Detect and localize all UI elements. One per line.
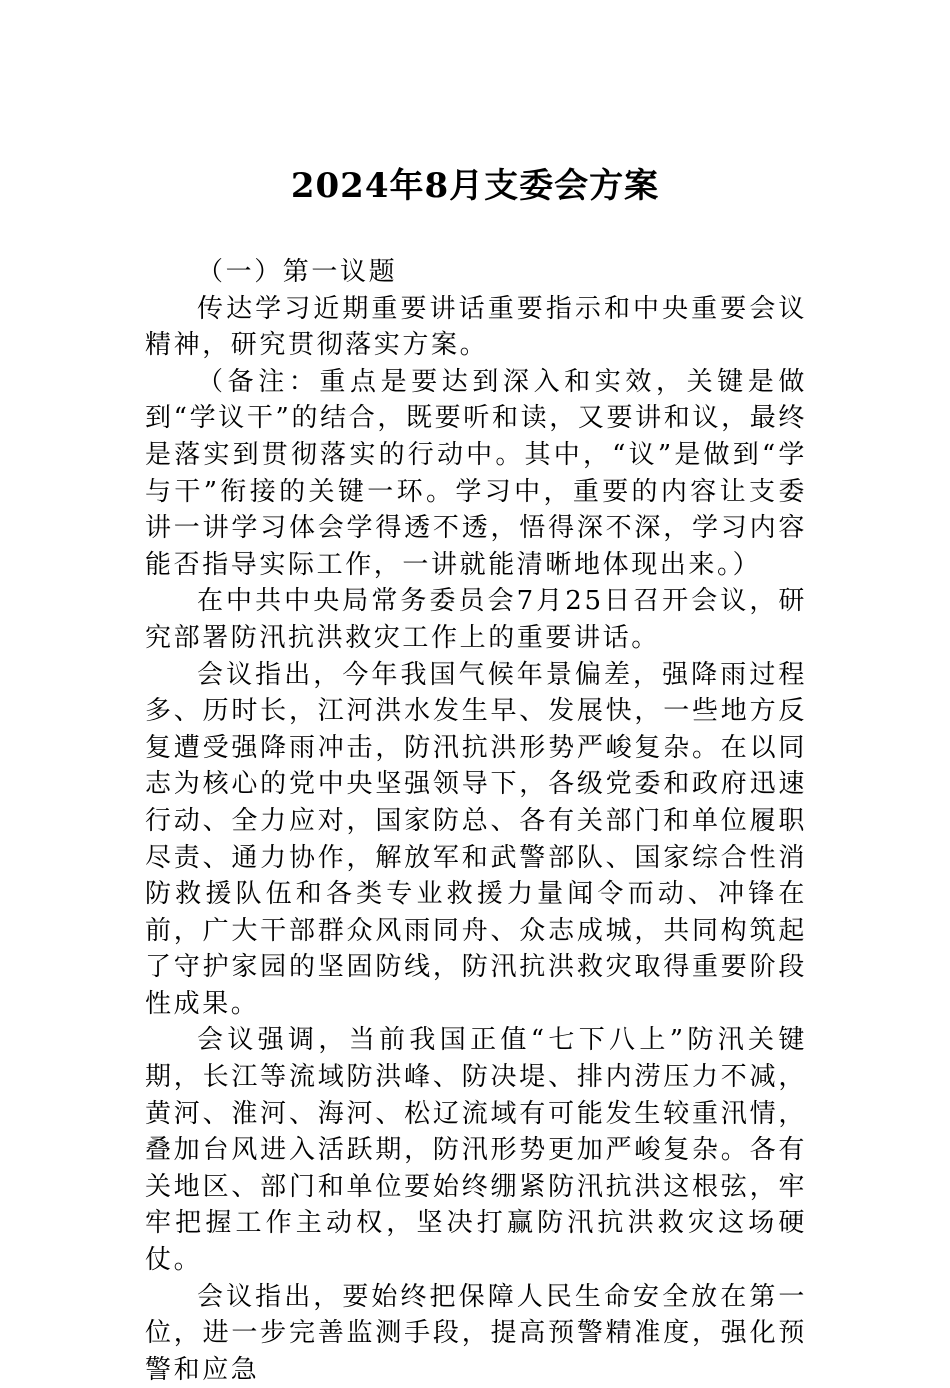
- paragraph: 传达学习近期重要讲话重要指示和中央重要会议精神，研究贯彻落实方案。: [145, 293, 807, 361]
- document-body: [145, 254, 807, 1388]
- paragraph: 会议强调，当前我国正值“七下八上”防汛关键期，长江等流域防洪峰、防决堤、排内涝压力不减，黄河、淮河、海河、松辽流域有可能发生较重汛情，叠加台风进入活跃期，防汛形势更加严峻复杂。各有关地区、部门和单位要始终绷紧防汛抗洪这根弦，牢牢把握工作主动权，坚决打赢防汛抗洪救灾这场硬仗。: [145, 1025, 807, 1276]
- section-heading: （一）第一议题: [197, 257, 398, 287]
- paragraph: 会议指出，今年我国气候年景偏差，强降雨过程多、历时长，江河洪水发生早、发展快，一些地方反复遭受强降雨冲击，防汛抗洪形势严峻复杂。在以同志为核心的党中央坚强领导下，各级党委和政府迅速行动、全力应对，国家防总、各有关部门和单位履职尽责、通力协作，解放军和武警部队、国家综合性消防救援队伍和各类专业救援力量闻令而动、冲锋在前，广大干部群众风雨同舟、众志成城，共同构筑起了守护家园的坚固防线，防汛抗洪救灾取得重要阶段性成果。: [145, 659, 807, 1019]
- note-paragraph: （备注：重点是要达到深入和实效，关键是做到“学议干”的结合，既要听和读，又要讲和议，最终是落实到贯彻落实的行动中。其中，“议”是做到“学与干”衔接的关键一环。学习中，重要的内容让支委讲一讲学习体会学得透不透，悟得深不深，学习内容能否指导实际工作，一讲就能清晰地体现出来。）: [145, 366, 807, 580]
- paragraph: 在中共中央局常务委员会7月25日召开会议，研究部署防汛抗洪救灾工作上的重要讲话。: [145, 586, 807, 653]
- paragraph: 会议指出，要始终把保障人民生命安全放在第一位，进一步完善监测手段，提高预警精准度，强化预警和应急: [145, 1281, 807, 1385]
- document-title: 2024年8月支委会方案: [290, 166, 660, 206]
